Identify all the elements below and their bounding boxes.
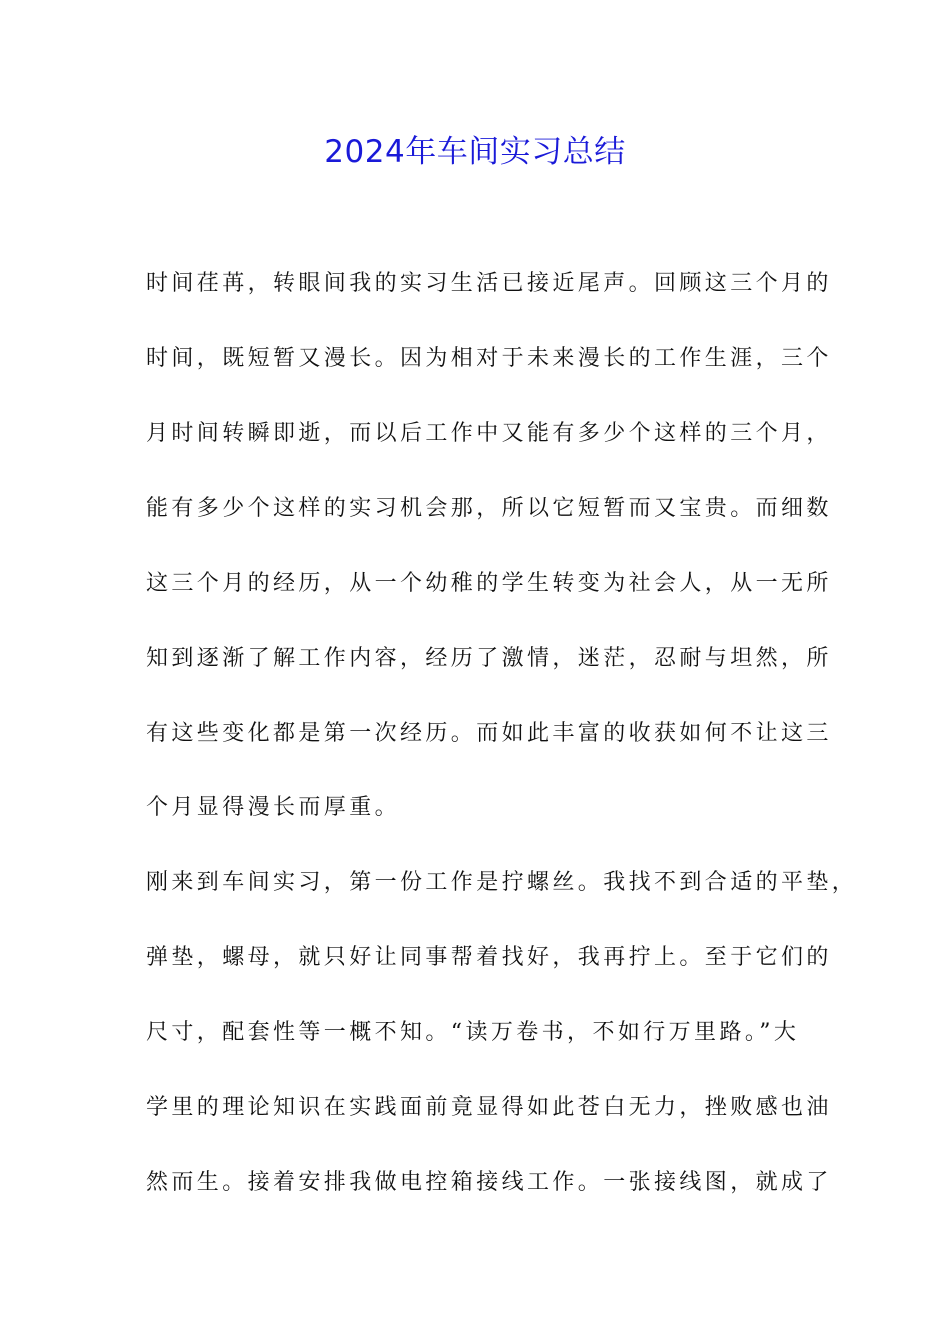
body-line: 时间，既短暂又漫长。因为相对于未来漫长的工作生涯，三个 (146, 346, 832, 371)
body-line: 时间荏苒，转眼间我的实习生活已接近尾声。回顾这三个月的 (146, 271, 832, 296)
body-line: 知到逐渐了解工作内容，经历了激情，迷茫，忍耐与坦然，所 (146, 646, 832, 671)
body-line: 刚来到车间实习，第一份工作是拧螺丝。我找不到合适的平垫， (146, 870, 858, 895)
body-line: 月时间转瞬即逝，而以后工作中又能有多少个这样的三个月， (146, 421, 832, 446)
body-line: 有这些变化都是第一次经历。而如此丰富的收获如何不让这三 (146, 721, 832, 746)
body-line: 弹垫，螺母，就只好让同事帮着找好，我再拧上。至于它们的 (146, 945, 832, 970)
body-line: 然而生。接着安排我做电控箱接线工作。一张接线图，就成了 (146, 1170, 832, 1195)
body-line: 能有多少个这样的实习机会那，所以它短暂而又宝贵。而细数 (146, 496, 832, 521)
body-line: 学里的理论知识在实践面前竟显得如此苍白无力，挫败感也油 (146, 1095, 832, 1120)
body-line: 尺寸，配套性等一概不知。“读万卷书，不如行万里路。”大 (146, 1020, 800, 1045)
document-title: 2024年车间实习总结 (324, 134, 626, 170)
body-line: 个月显得漫长而厚重。 (146, 795, 401, 820)
body-line: 这三个月的经历，从一个幼稚的学生转变为社会人，从一无所 (146, 571, 832, 596)
